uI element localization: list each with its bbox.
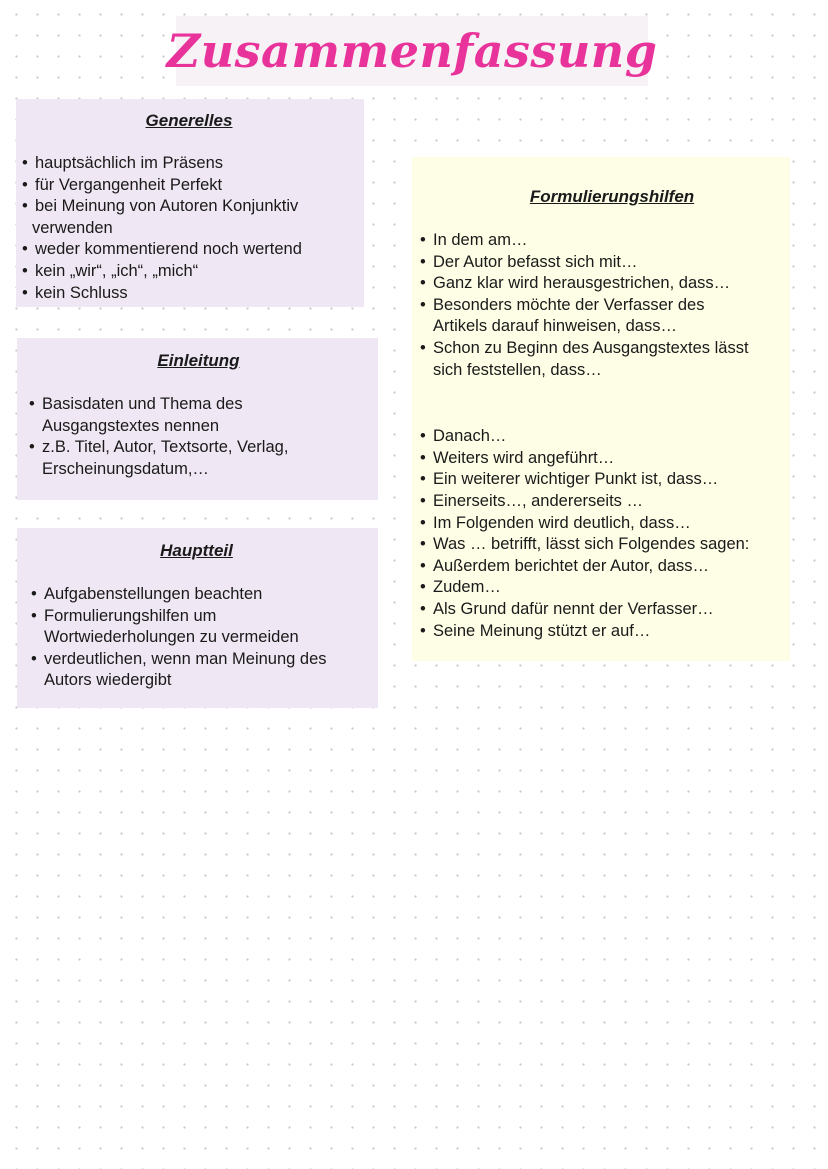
list-item: • Aufgabenstellungen beachten [31,584,370,606]
list-item: • verdeutlichen, wenn man Meinung des [31,649,370,671]
einleitung-box [17,338,378,500]
list-item: • hauptsächlich im Präsens [22,153,356,175]
list-item: • z.B. Titel, Autor, Textsorte, Verlag, [29,437,370,459]
title-banner [166,16,658,86]
list-item: • weder kommentierend noch wertend [22,239,356,261]
list-item: • Zudem… [420,577,784,599]
hauptteil-box [17,528,378,708]
list-item: • kein „wir“, „ich“, „mich“ [22,261,356,283]
list-item: • In dem am… [420,230,784,252]
list-item-continued: verwenden [32,218,113,237]
list-item: • Der Autor befasst sich mit… [420,252,784,274]
list-item: • kein Schluss [22,283,356,305]
list-item: • Einerseits…, andererseits … [420,491,784,513]
list-item: • Was … betrifft, lässt sich Folgendes sagen: [420,534,784,556]
formulierungshilfen-heading: Formulierungshilfen [529,187,695,206]
list-item-continued: Ausgangstextes nennen [42,416,220,435]
list-item: • Ganz klar wird herausgestrichen, dass… [420,273,784,295]
list-item: • Als Grund dafür nennt der Verfasser… [420,599,784,621]
einleitung-heading: Einleitung [157,351,240,370]
list-item-continued: Erscheinungsdatum,… [42,459,209,478]
generelles-list [22,153,356,304]
generelles-heading: Generelles [145,111,233,130]
formulierungshilfen-list-1 [420,230,784,381]
list-item-continued: sich feststellen, dass… [433,360,602,379]
page-title: Zusammenfassung [166,24,658,78]
list-item: • Schon zu Beginn des Ausgangstextes lässt [420,338,784,360]
list-item: • Ein weiterer wichtiger Punkt ist, dass… [420,469,784,491]
list-item: • Danach… [420,426,784,448]
list-item: • für Vergangenheit Perfekt [22,175,356,197]
formulierungshilfen-list-2 [420,426,784,642]
list-item-continued: Wortwiederholungen zu vermeiden [44,628,299,647]
einleitung-list [29,394,370,480]
list-item-continued: Autors wiedergibt [44,671,172,690]
list-item: • Im Folgenden wird deutlich, dass… [420,513,784,535]
list-item: • Weiters wird angeführt… [420,448,784,470]
generelles-box [16,99,364,307]
list-item: • Seine Meinung stützt er auf… [420,621,784,643]
list-item: • Formulierungshilfen um [31,606,370,628]
list-item: • bei Meinung von Autoren Konjunktiv [22,196,356,218]
list-item: • Besonders möchte der Verfasser des [420,295,784,317]
list-item: • Basisdaten und Thema des [29,394,370,416]
formulierungshilfen-box [412,157,790,661]
hauptteil-list [31,584,370,692]
list-item: • Außerdem berichtet der Autor, dass… [420,556,784,578]
hauptteil-heading: Hauptteil [160,541,233,560]
list-item-continued: Artikels darauf hinweisen, dass… [433,317,677,336]
